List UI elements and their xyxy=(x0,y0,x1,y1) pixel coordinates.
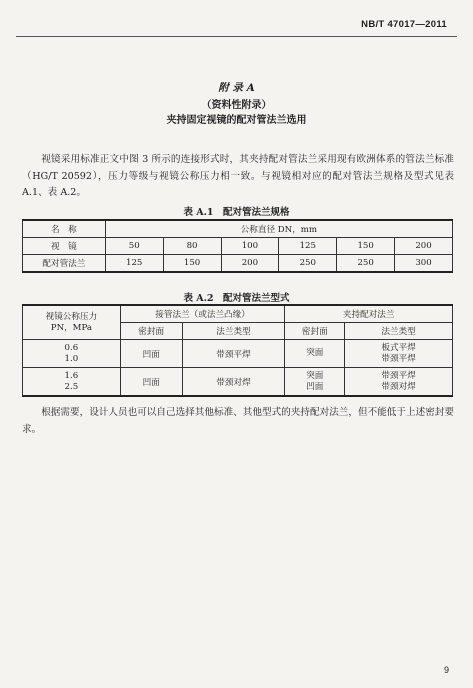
appendix-label: 附 录 A xyxy=(218,82,255,94)
table-cell: 200 xyxy=(221,255,279,273)
table-row xyxy=(23,340,453,368)
table-cell: 200 xyxy=(395,238,453,255)
table-header-cell: 密封面 xyxy=(285,323,345,340)
table-cell: 凹面 xyxy=(120,340,182,368)
table-header-cell: 密封面 xyxy=(120,323,182,340)
type-value: 带颈平焊 xyxy=(381,370,416,381)
intro-paragraph: 视镜采用标准正文中图 3 所示的连接形式时，其夹持配对管法兰采用现有欧洲体系的管法兰标准（HG/T 20592），压力等级与视镜公称压力相一致。与视镜相对应的配对管法兰规格及型式见表 A.1、表 A.2。 xyxy=(22,154,454,198)
seal-value: 凹面 xyxy=(306,381,324,392)
table-header-cell: 法兰类型 xyxy=(182,323,285,340)
type-value: 带颈平焊 xyxy=(381,353,416,364)
table-cell: 250 xyxy=(279,255,337,273)
pn-header-line: 视镜公称压力 xyxy=(45,311,98,322)
type-value: 板式平焊 xyxy=(381,342,416,353)
table-header-cell xyxy=(23,305,121,340)
pn-header-line: PN，MPa xyxy=(50,322,92,333)
table-cell: 100 xyxy=(221,238,279,255)
table-a2-caption: 表 A.2 配对管法兰型式 xyxy=(183,293,290,304)
seal-value: 突面 xyxy=(306,348,324,358)
row-label: 视 镜 xyxy=(23,238,106,255)
table-a1 xyxy=(22,219,453,273)
table-cell: 150 xyxy=(337,238,395,255)
table-header-cell: 法兰类型 xyxy=(345,323,453,340)
table-cell: 80 xyxy=(163,238,221,255)
table-cell xyxy=(285,368,345,397)
table-cell: 300 xyxy=(395,255,453,273)
standard-code: NB/T 47017—2011 xyxy=(361,19,447,30)
table-header-row xyxy=(23,305,453,323)
table-cell xyxy=(345,340,453,368)
pn-cell xyxy=(23,340,121,368)
table-cell xyxy=(285,340,345,368)
appendix-title: 夹持固定视镜的配对管法兰选用 xyxy=(166,115,307,126)
table-cell: 250 xyxy=(337,255,395,273)
type-value: 带颈对焊 xyxy=(381,381,416,392)
table-cell: 凹面 xyxy=(120,368,182,397)
table-cell: 带颈对焊 xyxy=(182,368,285,397)
pn-cell xyxy=(23,368,121,397)
table-row xyxy=(23,238,453,255)
table-row xyxy=(23,255,453,273)
table-cell: 带颈平焊 xyxy=(182,340,285,368)
pn-value: 1.6 xyxy=(64,370,79,381)
table-cell: 125 xyxy=(279,238,337,255)
appendix-note: （资料性附录） xyxy=(201,100,272,111)
closing-paragraph: 根据需要，设计人员也可以自己选择其他标准、其他型式的夹持配对法兰，但不能低于上述密封要求。 xyxy=(22,407,454,435)
seal-value: 突面 xyxy=(306,370,324,381)
pn-value: 0.6 xyxy=(64,342,79,353)
pn-value: 1.0 xyxy=(64,353,79,364)
table-header-cell: 名 称 xyxy=(23,220,106,238)
page-number: 9 xyxy=(443,665,449,675)
table-header-cell: 接管法兰（或法兰凸缘） xyxy=(120,305,285,323)
table-a1-caption: 表 A.1 配对管法兰规格 xyxy=(183,207,290,218)
table-cell: 150 xyxy=(163,255,221,273)
table-header-cell: 夹持配对法兰 xyxy=(285,305,453,323)
table-cell xyxy=(345,368,453,397)
table-cell: 125 xyxy=(105,255,163,273)
pn-value: 2.5 xyxy=(64,381,79,392)
header-divider xyxy=(16,36,457,37)
table-cell: 50 xyxy=(105,238,163,255)
table-row xyxy=(23,368,453,397)
row-label: 配对管法兰 xyxy=(23,255,106,273)
table-header-cell: 公称直径 DN，mm xyxy=(105,220,452,238)
table-header-row xyxy=(23,220,453,238)
table-a2 xyxy=(22,304,453,397)
